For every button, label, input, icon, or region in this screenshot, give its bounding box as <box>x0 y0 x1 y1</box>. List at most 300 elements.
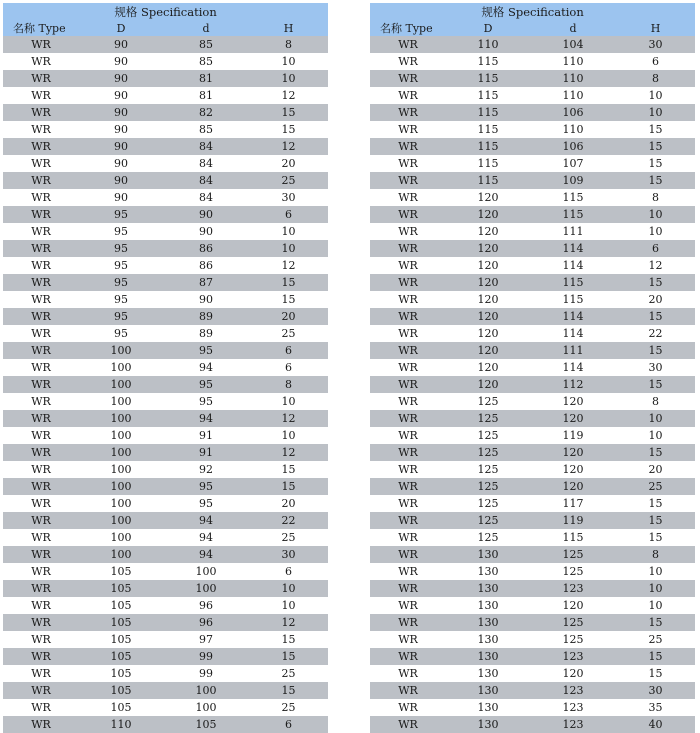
type-cell: WR <box>3 461 79 478</box>
table-row <box>370 410 695 427</box>
type-cell: WR <box>3 121 79 138</box>
table-row <box>370 614 695 631</box>
height-cell: 8 <box>616 393 695 410</box>
inner-diameter-cell: 85 <box>163 53 249 70</box>
height-cell: 10 <box>249 580 328 597</box>
table-row <box>3 614 328 631</box>
height-cell: 10 <box>249 597 328 614</box>
height-cell: 15 <box>616 138 695 155</box>
type-cell: WR <box>3 87 79 104</box>
table-row <box>370 240 695 257</box>
type-cell: WR <box>370 563 446 580</box>
outer-diameter-cell: 95 <box>79 325 163 342</box>
table-row <box>370 665 695 682</box>
type-cell: WR <box>370 580 446 597</box>
table-row <box>3 427 328 444</box>
height-cell: 15 <box>616 529 695 546</box>
table-row <box>3 393 328 410</box>
type-cell: WR <box>3 291 79 308</box>
inner-diameter-cell: 100 <box>163 563 249 580</box>
table-row <box>370 444 695 461</box>
type-cell: WR <box>3 172 79 189</box>
table-row <box>3 172 328 189</box>
type-cell: WR <box>3 512 79 529</box>
type-cell: WR <box>370 699 446 716</box>
type-cell: WR <box>370 665 446 682</box>
type-cell: WR <box>3 393 79 410</box>
inner-diameter-cell: 109 <box>530 172 616 189</box>
inner-diameter-cell: 86 <box>163 257 249 274</box>
height-cell: 15 <box>616 495 695 512</box>
table-row <box>370 359 695 376</box>
inner-diameter-cell: 125 <box>530 614 616 631</box>
height-cell: 10 <box>616 580 695 597</box>
outer-diameter-cell: 130 <box>446 580 530 597</box>
outer-diameter-cell: 100 <box>79 342 163 359</box>
height-cell: 10 <box>249 223 328 240</box>
outer-diameter-cell: 100 <box>79 444 163 461</box>
type-cell: WR <box>3 70 79 87</box>
type-cell: WR <box>370 648 446 665</box>
type-cell: WR <box>3 665 79 682</box>
height-cell: 10 <box>616 427 695 444</box>
table-row <box>370 393 695 410</box>
outer-diameter-cell: 100 <box>79 376 163 393</box>
height-cell: 8 <box>616 546 695 563</box>
type-cell: WR <box>3 648 79 665</box>
type-cell: WR <box>370 427 446 444</box>
table-title: 规格 Specification <box>370 3 695 21</box>
height-cell: 25 <box>249 172 328 189</box>
height-cell: 10 <box>616 87 695 104</box>
table-row <box>3 665 328 682</box>
header-outer-diameter: D <box>446 21 530 36</box>
outer-diameter-cell: 90 <box>79 53 163 70</box>
table-row <box>370 495 695 512</box>
table-row <box>3 342 328 359</box>
inner-diameter-cell: 91 <box>163 427 249 444</box>
outer-diameter-cell: 105 <box>79 614 163 631</box>
inner-diameter-cell: 99 <box>163 648 249 665</box>
table-row <box>3 410 328 427</box>
inner-diameter-cell: 123 <box>530 716 616 733</box>
type-cell: WR <box>370 631 446 648</box>
inner-diameter-cell: 99 <box>163 665 249 682</box>
height-cell: 22 <box>249 512 328 529</box>
table-row <box>3 648 328 665</box>
outer-diameter-cell: 130 <box>446 716 530 733</box>
outer-diameter-cell: 100 <box>79 478 163 495</box>
inner-diameter-cell: 94 <box>163 546 249 563</box>
type-cell: WR <box>370 155 446 172</box>
table-title: 规格 Specification <box>3 3 328 21</box>
table-row <box>3 495 328 512</box>
height-cell: 15 <box>616 172 695 189</box>
header-type: 名称 Type <box>3 21 79 36</box>
height-cell: 12 <box>249 257 328 274</box>
inner-diameter-cell: 120 <box>530 665 616 682</box>
type-cell: WR <box>370 716 446 733</box>
type-cell: WR <box>3 104 79 121</box>
inner-diameter-cell: 114 <box>530 325 616 342</box>
type-cell: WR <box>3 478 79 495</box>
type-cell: WR <box>3 155 79 172</box>
table-row <box>370 546 695 563</box>
type-cell: WR <box>3 138 79 155</box>
outer-diameter-cell: 105 <box>79 580 163 597</box>
type-cell: WR <box>370 512 446 529</box>
inner-diameter-cell: 114 <box>530 308 616 325</box>
outer-diameter-cell: 130 <box>446 682 530 699</box>
inner-diameter-cell: 95 <box>163 342 249 359</box>
outer-diameter-cell: 105 <box>79 597 163 614</box>
height-cell: 15 <box>249 682 328 699</box>
inner-diameter-cell: 123 <box>530 699 616 716</box>
outer-diameter-cell: 120 <box>446 291 530 308</box>
outer-diameter-cell: 90 <box>79 189 163 206</box>
table-row <box>370 206 695 223</box>
outer-diameter-cell: 120 <box>446 189 530 206</box>
table-row <box>370 716 695 733</box>
height-cell: 8 <box>249 376 328 393</box>
type-cell: WR <box>3 631 79 648</box>
header-height: H <box>616 21 695 36</box>
inner-diameter-cell: 94 <box>163 359 249 376</box>
type-cell: WR <box>370 104 446 121</box>
outer-diameter-cell: 115 <box>446 121 530 138</box>
height-cell: 15 <box>616 444 695 461</box>
table-row <box>3 104 328 121</box>
table-row <box>370 325 695 342</box>
type-cell: WR <box>3 495 79 512</box>
height-cell: 25 <box>249 529 328 546</box>
outer-diameter-cell: 90 <box>79 121 163 138</box>
outer-diameter-cell: 120 <box>446 223 530 240</box>
height-cell: 10 <box>616 597 695 614</box>
type-cell: WR <box>370 53 446 70</box>
outer-diameter-cell: 105 <box>79 699 163 716</box>
inner-diameter-cell: 89 <box>163 325 249 342</box>
inner-diameter-cell: 84 <box>163 172 249 189</box>
outer-diameter-cell: 115 <box>446 104 530 121</box>
inner-diameter-cell: 104 <box>530 36 616 53</box>
outer-diameter-cell: 90 <box>79 104 163 121</box>
inner-diameter-cell: 84 <box>163 138 249 155</box>
outer-diameter-cell: 105 <box>79 665 163 682</box>
height-cell: 30 <box>249 546 328 563</box>
type-cell: WR <box>370 597 446 614</box>
outer-diameter-cell: 120 <box>446 325 530 342</box>
height-cell: 10 <box>249 427 328 444</box>
height-cell: 15 <box>249 648 328 665</box>
inner-diameter-cell: 110 <box>530 53 616 70</box>
outer-diameter-cell: 120 <box>446 342 530 359</box>
inner-diameter-cell: 81 <box>163 87 249 104</box>
inner-diameter-cell: 95 <box>163 376 249 393</box>
inner-diameter-cell: 123 <box>530 648 616 665</box>
table-row <box>3 70 328 87</box>
table-row <box>3 121 328 138</box>
type-cell: WR <box>370 189 446 206</box>
outer-diameter-cell: 105 <box>79 563 163 580</box>
inner-diameter-cell: 112 <box>530 376 616 393</box>
height-cell: 40 <box>616 716 695 733</box>
outer-diameter-cell: 110 <box>79 716 163 733</box>
height-cell: 15 <box>249 121 328 138</box>
table-row <box>3 631 328 648</box>
outer-diameter-cell: 105 <box>79 648 163 665</box>
height-cell: 10 <box>616 410 695 427</box>
table-row <box>370 274 695 291</box>
table-row <box>370 682 695 699</box>
height-cell: 20 <box>249 308 328 325</box>
type-cell: WR <box>370 172 446 189</box>
outer-diameter-cell: 130 <box>446 597 530 614</box>
table-row <box>370 308 695 325</box>
inner-diameter-cell: 90 <box>163 223 249 240</box>
type-cell: WR <box>370 614 446 631</box>
height-cell: 6 <box>249 716 328 733</box>
type-cell: WR <box>370 410 446 427</box>
inner-diameter-cell: 110 <box>530 121 616 138</box>
header-outer-diameter: D <box>79 21 163 36</box>
table-row <box>3 376 328 393</box>
table-row <box>3 461 328 478</box>
height-cell: 15 <box>249 104 328 121</box>
table-row <box>3 563 328 580</box>
type-cell: WR <box>3 444 79 461</box>
header-inner-diameter: d <box>530 21 616 36</box>
type-cell: WR <box>370 359 446 376</box>
table-row <box>3 36 328 53</box>
type-cell: WR <box>3 563 79 580</box>
inner-diameter-cell: 95 <box>163 478 249 495</box>
outer-diameter-cell: 120 <box>446 257 530 274</box>
table-row <box>370 138 695 155</box>
table-row <box>3 53 328 70</box>
height-cell: 15 <box>616 121 695 138</box>
height-cell: 25 <box>616 478 695 495</box>
header-height: H <box>249 21 328 36</box>
type-cell: WR <box>370 325 446 342</box>
outer-diameter-cell: 130 <box>446 546 530 563</box>
inner-diameter-cell: 110 <box>530 87 616 104</box>
table-row <box>3 274 328 291</box>
height-cell: 8 <box>616 189 695 206</box>
height-cell: 10 <box>616 223 695 240</box>
inner-diameter-cell: 107 <box>530 155 616 172</box>
height-cell: 20 <box>616 461 695 478</box>
height-cell: 15 <box>249 461 328 478</box>
height-cell: 15 <box>249 291 328 308</box>
height-cell: 6 <box>616 53 695 70</box>
inner-diameter-cell: 95 <box>163 495 249 512</box>
table-row <box>370 223 695 240</box>
table-row <box>3 699 328 716</box>
table-row <box>370 648 695 665</box>
outer-diameter-cell: 100 <box>79 461 163 478</box>
inner-diameter-cell: 119 <box>530 427 616 444</box>
inner-diameter-cell: 120 <box>530 478 616 495</box>
table-row <box>3 359 328 376</box>
inner-diameter-cell: 120 <box>530 461 616 478</box>
outer-diameter-cell: 125 <box>446 427 530 444</box>
height-cell: 30 <box>616 36 695 53</box>
outer-diameter-cell: 115 <box>446 138 530 155</box>
height-cell: 10 <box>616 563 695 580</box>
inner-diameter-cell: 106 <box>530 104 616 121</box>
outer-diameter-cell: 130 <box>446 665 530 682</box>
spec-table-right <box>370 3 695 733</box>
type-cell: WR <box>370 121 446 138</box>
height-cell: 20 <box>249 155 328 172</box>
table-row <box>3 325 328 342</box>
type-cell: WR <box>370 274 446 291</box>
table-row <box>370 155 695 172</box>
outer-diameter-cell: 115 <box>446 53 530 70</box>
table-row <box>3 597 328 614</box>
outer-diameter-cell: 90 <box>79 138 163 155</box>
outer-diameter-cell: 120 <box>446 359 530 376</box>
height-cell: 25 <box>249 665 328 682</box>
type-cell: WR <box>3 410 79 427</box>
outer-diameter-cell: 100 <box>79 529 163 546</box>
type-cell: WR <box>370 393 446 410</box>
table-row <box>370 699 695 716</box>
table-row <box>370 427 695 444</box>
table-row <box>370 291 695 308</box>
type-cell: WR <box>3 36 79 53</box>
outer-diameter-cell: 100 <box>79 495 163 512</box>
type-cell: WR <box>370 478 446 495</box>
height-cell: 20 <box>616 291 695 308</box>
inner-diameter-cell: 94 <box>163 512 249 529</box>
type-cell: WR <box>370 444 446 461</box>
inner-diameter-cell: 125 <box>530 563 616 580</box>
outer-diameter-cell: 115 <box>446 70 530 87</box>
outer-diameter-cell: 125 <box>446 461 530 478</box>
type-cell: WR <box>3 257 79 274</box>
type-cell: WR <box>370 291 446 308</box>
inner-diameter-cell: 115 <box>530 291 616 308</box>
spec-table-left <box>3 3 328 733</box>
inner-diameter-cell: 115 <box>530 189 616 206</box>
type-cell: WR <box>3 325 79 342</box>
type-cell: WR <box>370 682 446 699</box>
table-row <box>370 563 695 580</box>
type-cell: WR <box>370 495 446 512</box>
table-row <box>370 121 695 138</box>
type-cell: WR <box>3 240 79 257</box>
height-cell: 15 <box>616 342 695 359</box>
inner-diameter-cell: 100 <box>163 699 249 716</box>
height-cell: 12 <box>249 138 328 155</box>
height-cell: 30 <box>616 682 695 699</box>
outer-diameter-cell: 125 <box>446 478 530 495</box>
outer-diameter-cell: 125 <box>446 393 530 410</box>
type-cell: WR <box>370 70 446 87</box>
outer-diameter-cell: 90 <box>79 172 163 189</box>
outer-diameter-cell: 125 <box>446 410 530 427</box>
outer-diameter-cell: 95 <box>79 223 163 240</box>
outer-diameter-cell: 100 <box>79 512 163 529</box>
height-cell: 10 <box>249 53 328 70</box>
inner-diameter-cell: 90 <box>163 291 249 308</box>
inner-diameter-cell: 114 <box>530 257 616 274</box>
table-row <box>3 308 328 325</box>
type-cell: WR <box>370 376 446 393</box>
type-cell: WR <box>3 223 79 240</box>
type-cell: WR <box>3 682 79 699</box>
outer-diameter-cell: 130 <box>446 614 530 631</box>
outer-diameter-cell: 95 <box>79 257 163 274</box>
type-cell: WR <box>3 376 79 393</box>
inner-diameter-cell: 92 <box>163 461 249 478</box>
inner-diameter-cell: 85 <box>163 121 249 138</box>
type-cell: WR <box>3 189 79 206</box>
inner-diameter-cell: 125 <box>530 546 616 563</box>
outer-diameter-cell: 120 <box>446 376 530 393</box>
outer-diameter-cell: 130 <box>446 563 530 580</box>
table-row <box>370 104 695 121</box>
height-cell: 30 <box>249 189 328 206</box>
height-cell: 30 <box>616 359 695 376</box>
height-cell: 6 <box>249 206 328 223</box>
outer-diameter-cell: 105 <box>79 631 163 648</box>
type-cell: WR <box>3 597 79 614</box>
table-row <box>3 155 328 172</box>
inner-diameter-cell: 84 <box>163 155 249 172</box>
height-cell: 15 <box>616 614 695 631</box>
type-cell: WR <box>370 223 446 240</box>
outer-diameter-cell: 95 <box>79 291 163 308</box>
inner-diameter-cell: 115 <box>530 206 616 223</box>
table-row <box>370 172 695 189</box>
table-row <box>3 512 328 529</box>
outer-diameter-cell: 125 <box>446 444 530 461</box>
outer-diameter-cell: 100 <box>79 393 163 410</box>
inner-diameter-cell: 94 <box>163 529 249 546</box>
table-row <box>370 478 695 495</box>
type-cell: WR <box>3 529 79 546</box>
height-cell: 10 <box>616 206 695 223</box>
type-cell: WR <box>370 138 446 155</box>
outer-diameter-cell: 100 <box>79 546 163 563</box>
type-cell: WR <box>3 427 79 444</box>
height-cell: 15 <box>249 274 328 291</box>
type-cell: WR <box>3 699 79 716</box>
inner-diameter-cell: 89 <box>163 308 249 325</box>
type-cell: WR <box>370 308 446 325</box>
inner-diameter-cell: 123 <box>530 580 616 597</box>
height-cell: 12 <box>249 87 328 104</box>
type-cell: WR <box>370 206 446 223</box>
type-cell: WR <box>3 53 79 70</box>
outer-diameter-cell: 130 <box>446 648 530 665</box>
inner-diameter-cell: 84 <box>163 189 249 206</box>
outer-diameter-cell: 115 <box>446 172 530 189</box>
outer-diameter-cell: 120 <box>446 308 530 325</box>
outer-diameter-cell: 90 <box>79 36 163 53</box>
inner-diameter-cell: 100 <box>163 682 249 699</box>
header-inner-diameter: d <box>163 21 249 36</box>
height-cell: 15 <box>616 512 695 529</box>
inner-diameter-cell: 125 <box>530 631 616 648</box>
outer-diameter-cell: 90 <box>79 70 163 87</box>
inner-diameter-cell: 96 <box>163 597 249 614</box>
height-cell: 10 <box>249 70 328 87</box>
height-cell: 25 <box>249 325 328 342</box>
